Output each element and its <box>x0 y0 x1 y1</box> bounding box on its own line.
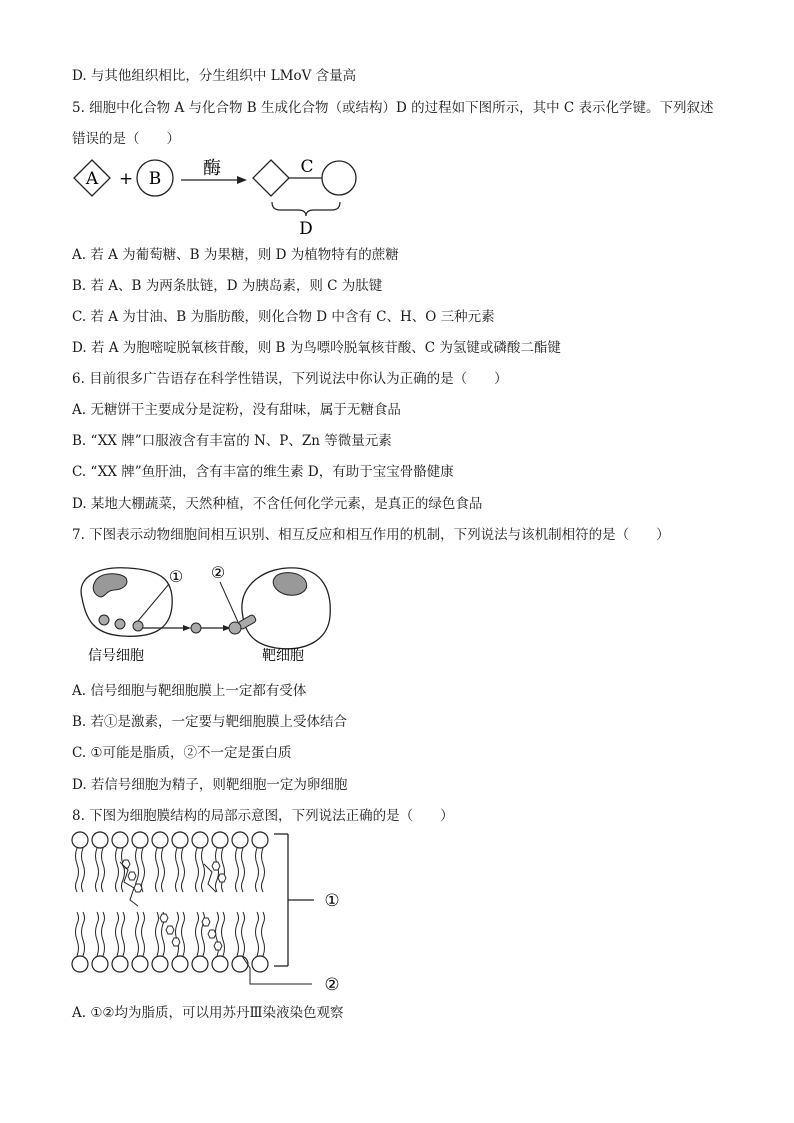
q7-option-d: D. 若信号细胞为精子，则靶细胞一定为卵细胞 <box>72 777 348 793</box>
q8-membrane-figure <box>66 826 356 1000</box>
mark-1: ① <box>168 567 184 586</box>
sterol-ring <box>172 938 180 946</box>
brace-d <box>272 202 340 216</box>
lipid-head-top <box>72 832 88 848</box>
enzyme-label: 酶 <box>203 158 221 179</box>
q8-option-a: A. ①②均为脂质，可以用苏丹Ⅲ染液染色观察 <box>72 1005 344 1021</box>
q5-option-c: C. 若 A 为甘油、B 为脂肪酸，则化合物 D 中含有 C、H、O 三种元素 <box>72 309 495 325</box>
sterol-ring <box>128 872 136 880</box>
q4-option-d: D. 与其他组织相比，分生组织中 LMoV 含量高 <box>72 68 357 84</box>
signal-cell-nucleus <box>93 574 127 597</box>
signal-cell-label: 信号细胞 <box>88 648 144 664</box>
arrowhead-1 <box>183 625 191 631</box>
lipid-head-top <box>192 832 208 848</box>
mark-2: ② <box>324 975 340 995</box>
arrowhead <box>237 176 247 184</box>
signal-cell-outline <box>81 568 172 637</box>
q5-option-d: D. 若 A 为胞嘧啶脱氧核苷酸，则 B 为鸟嘌呤脱氧核苷酸、C 为氢键或磷酸二酯键 <box>72 340 561 356</box>
lipid-tail-bottom <box>256 912 259 956</box>
lipid-head-bottom <box>152 956 168 972</box>
signal-molecule <box>191 623 201 633</box>
q7-cell-signaling-figure <box>70 558 340 670</box>
pointer-line-2 <box>220 582 238 622</box>
lipid-tail-bottom <box>262 912 265 956</box>
sterol-ring <box>160 914 168 922</box>
lipid-tail-bottom <box>222 912 225 956</box>
lipid-head-top <box>172 832 188 848</box>
q8-stem: 8. 下图为细胞膜结构的局部示意图，下列说法正确的是（ ） <box>72 808 454 824</box>
q6-option-d: D. 某地大棚蔬菜，天然种植，不含任何化学元素，是真正的绿色食品 <box>72 496 483 512</box>
lipid-tail-bottom <box>102 912 105 956</box>
lipid-head-bottom <box>92 956 108 972</box>
lipid-head-bottom <box>112 956 128 972</box>
sterol-ring <box>214 942 222 950</box>
lipid-head-top <box>252 832 268 848</box>
lipid-tail-bottom <box>82 912 85 956</box>
lipid-tail-top <box>236 848 239 892</box>
sterol-ring <box>212 862 220 870</box>
q6-option-a: A. 无糖饼干主要成分是淀粉，没有甜味，属于无糖食品 <box>72 402 401 418</box>
lipid-tail-bottom <box>236 912 239 956</box>
lipid-tail-top <box>122 848 125 892</box>
lipid-tail-top <box>96 848 99 892</box>
lipid-tail-top <box>176 848 179 892</box>
lipid-tail-top <box>222 848 225 892</box>
q6-stem: 6. 目前很多广告语存在科学性错误，下列说法中你认为正确的是（ ） <box>72 371 508 387</box>
circle-d-shape <box>322 161 356 195</box>
lipid-head-top <box>132 832 148 848</box>
vesicle-3 <box>133 621 143 631</box>
q6-option-c: C. “XX 牌”鱼肝油，含有丰富的维生素 D，有助于宝宝骨骼健康 <box>72 464 454 480</box>
target-cell-label: 靶细胞 <box>262 648 304 664</box>
sterol-ring <box>166 926 174 934</box>
label-a: A <box>85 169 99 189</box>
diamond-d-shape <box>253 160 289 196</box>
lipid-head-bottom <box>232 956 248 972</box>
label-d: D <box>299 219 313 239</box>
label-c: C <box>300 157 314 177</box>
lipid-tail-top <box>196 848 199 892</box>
lipid-head-bottom <box>192 956 208 972</box>
q5-reaction-figure <box>66 152 366 240</box>
lipid-head-top <box>212 832 228 848</box>
mark-1: ① <box>324 891 340 911</box>
lipid-head-bottom <box>132 956 148 972</box>
lipid-head-top <box>92 832 108 848</box>
lipid-tail-bottom <box>156 912 159 956</box>
lipid-tail-bottom <box>76 912 79 956</box>
sterol-ring <box>202 918 210 926</box>
mark-2: ② <box>210 563 226 582</box>
q5-option-b: B. 若 A、B 为两条肽链，D 为胰岛素，则 C 为肽键 <box>72 278 383 294</box>
lipid-head-bottom <box>252 956 268 972</box>
lipid-tail-top <box>242 848 245 892</box>
lipid-tail-bottom <box>142 912 145 956</box>
lipid-tail-top <box>162 848 165 892</box>
lipid-head-bottom <box>72 956 88 972</box>
lipid-tail-bottom <box>116 912 119 956</box>
q5-stem-line2: 错误的是（ ） <box>72 131 180 147</box>
lipid-head-top <box>152 832 168 848</box>
bound-molecule <box>229 622 241 634</box>
lipid-head-top <box>112 832 128 848</box>
plus-sign: + <box>118 169 134 189</box>
lipid-tail-top <box>142 848 145 892</box>
target-cell-nucleus <box>273 573 307 596</box>
q7-option-b: B. 若①是激素，一定要与靶细胞膜上受体结合 <box>72 714 348 730</box>
q7-option-a: A. 信号细胞与靶细胞膜上一定都有受体 <box>72 683 307 699</box>
lipid-tail-top <box>182 848 185 892</box>
sterol-ring <box>208 930 216 938</box>
lipid-head-top <box>232 832 248 848</box>
lipid-tail-bottom <box>182 912 185 956</box>
q7-stem: 7. 下图表示动物细胞间相互识别、相互反应和相互作用的机制，下列说法与该机制相符的是（ ） <box>72 527 670 543</box>
q7-option-c: C. ①可能是脂质，②不一定是蛋白质 <box>72 745 292 761</box>
sterol-ring <box>218 874 226 882</box>
lipid-tail-bottom <box>136 912 139 956</box>
label-b: B <box>148 169 162 189</box>
lipid-tail-top <box>256 848 259 892</box>
pointer-line-1 <box>138 584 169 621</box>
lipid-tail-bottom <box>96 912 99 956</box>
q5-option-a: A. 若 A 为葡萄糖、B 为果糖，则 D 为植物特有的蔗糖 <box>72 247 399 263</box>
lipid-tail-top <box>262 848 265 892</box>
q5-stem-line1: 5. 细胞中化合物 A 与化合物 B 生成化合物（或结构）D 的过程如下图所示，其中 C 表示化学键。下列叙述 <box>72 100 714 116</box>
lipid-tail-top <box>76 848 79 892</box>
lipid-tail-top <box>156 848 159 892</box>
vesicle-2 <box>115 619 125 629</box>
sterol-ring <box>122 860 130 868</box>
lipid-tail-top <box>116 848 119 892</box>
lipid-tail-bottom <box>122 912 125 956</box>
q6-option-b: B. “XX 牌”口服液含有丰富的 N、P、Zn 等微量元素 <box>72 433 392 449</box>
lipid-tail-bottom <box>176 912 179 956</box>
lipid-tail-top <box>82 848 85 892</box>
phospholipid-bilayer <box>72 832 268 972</box>
lipid-tail-top <box>102 848 105 892</box>
lipid-tail-bottom <box>196 912 199 956</box>
lipid-tail-bottom <box>242 912 245 956</box>
lipid-tail-top <box>202 848 205 892</box>
vesicle-1 <box>99 615 109 625</box>
sterol-ring <box>134 884 142 892</box>
lipid-head-bottom <box>172 956 188 972</box>
lipid-head-bottom <box>212 956 228 972</box>
